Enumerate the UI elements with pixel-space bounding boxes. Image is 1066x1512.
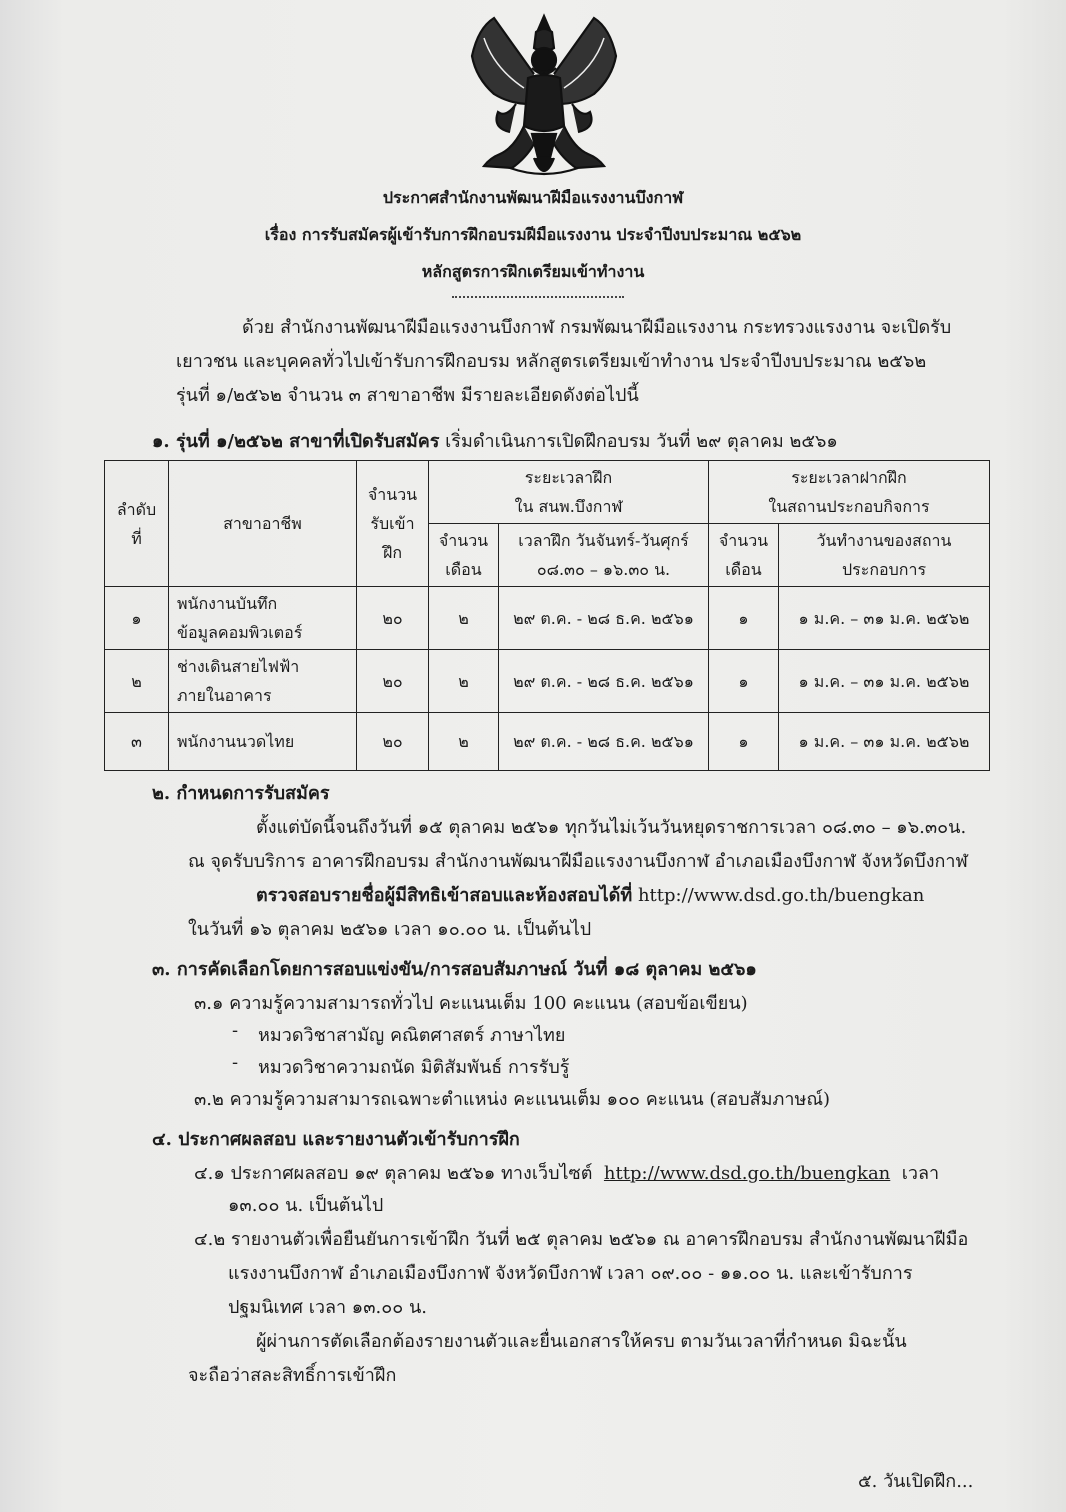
section2-check-label: ตรวจสอบรายชื่อผู้มีสิทธิเข้าสอบและห้องสอบได้ที่ [256, 885, 633, 906]
header-train-time [499, 524, 709, 587]
section3-heading: ๓. การคัดเลือกโดยการสอบแข่งขัน/การสอบสัมภาษณ์ วันที่ ๑๘ ตุลาคม ๒๕๖๑ [152, 959, 757, 980]
results-website-link[interactable]: http://www.dsd.go.th/buengkan [603, 1163, 891, 1184]
row-branch: พนักงานนวดไทย [169, 713, 357, 771]
garuda-emblem-icon [454, 8, 634, 194]
header-months-line2: เดือน [445, 560, 482, 579]
row-no: ๒ [105, 650, 169, 713]
row-intern-months: ๑ [709, 713, 779, 771]
header-count-line3: ฝึก [382, 543, 403, 562]
row-work-dates: ๑ ม.ค. – ๓๑ ม.ค. ๒๕๖๒ [779, 650, 990, 713]
row-months: ๒ [429, 587, 499, 650]
header-work-line1: วันทำงานของสถาน [816, 531, 952, 550]
section4-item1-text: ๔.๑ ประกาศผลสอบ ๑๙ ตุลาคม ๒๕๖๑ ทางเว็บไซต์ [194, 1163, 593, 1184]
section4-item-1 [194, 1158, 939, 1187]
header-workdays [779, 524, 990, 587]
row-branch-line1: ช่างเดินสายไฟฟ้า [177, 657, 300, 676]
header-imonths-line1: จำนวน [718, 531, 769, 550]
section3-sub-2: หมวดวิชาความถนัด มิติสัมพันธ์ การรับรู้ [258, 1057, 570, 1078]
row-count: ๒๐ [357, 650, 429, 713]
header-training-period [429, 461, 709, 524]
section3-dash-2: - [232, 1052, 239, 1073]
header-no-line1: ลำดับ [116, 499, 157, 519]
header-internship-period [709, 461, 990, 524]
announcement-course: หลักสูตรการฝึกเตรียมเข้าทำงาน [421, 262, 645, 281]
header-training-line1: ระยะเวลาฝึก [524, 468, 613, 487]
course-table [104, 460, 990, 771]
row-branch-line1: พนักงานบันทึก [177, 594, 278, 613]
section4-note-1: ผู้ผ่านการตัดเลือกต้องรายงานตัวและยื่นเอกสารให้ครบ ตามวันเวลาที่กำหนด มิฉะนั้น [256, 1331, 907, 1352]
table-row [105, 650, 990, 713]
section2-line-1: ตั้งแต่บัดนี้จนถึงวันที่ ๑๕ ตุลาคม ๒๕๖๑ ทุกวันไม่เว้นวันหยุดราชการเวลา ๐๘.๓๐ – ๑๖.๓๐น. [256, 817, 967, 838]
row-count: ๒๐ [357, 713, 429, 771]
page-continuation: ๕. วันเปิดฝึก... [858, 1471, 974, 1492]
header-no-line2: ที่ [131, 528, 142, 548]
header-time-line1: เวลาฝึก วันจันทร์-วันศุกร์ [518, 531, 689, 550]
section4-item-2-cont1: แรงงานบึงกาฬ อำเภอเมืองบึงกาฬ จังหวัดบึงกาฬ เวลา ๐๙.๐๐ - ๑๑.๐๐ น. และเข้ารับการ [228, 1263, 913, 1284]
header-time-line2: ๐๘.๓๐ – ๑๖.๓๐ น. [536, 560, 671, 579]
section3-item-2: ๓.๒ ความรู้ความสามารถเฉพาะตำแหน่ง คะแนนเต็ม ๑๐๐ คะแนน (สอบสัมภาษณ์) [194, 1089, 831, 1110]
section4-item-1-cont: ๑๓.๐๐ น. เป็นต้นไป [228, 1195, 384, 1216]
header-count-line2: รับเข้า [370, 514, 415, 533]
header-training-line2: ใน สนพ.บึงกาฬ [514, 497, 623, 516]
section1-heading-bold: ๑. รุ่นที่ ๑/๒๕๖๒ สาขาที่เปิดรับสมัคร [152, 431, 440, 452]
row-no: ๓ [105, 713, 169, 771]
section3-item-1: ๓.๑ ความรู้ความสามารถทั่วไป คะแนนเต็ม 100 คะแนน (สอบข้อเขียน) [194, 993, 748, 1014]
section1-heading-rest: เริ่มดำเนินการเปิดฝึกอบรม วันที่ ๒๙ ตุลาคม ๒๕๖๑ [445, 431, 838, 452]
section3-sub-1: หมวดวิชาสามัญ คณิตศาสตร์ ภาษาไทย [258, 1025, 566, 1046]
header-no [105, 461, 169, 587]
intro-line-2: เยาวชน และบุคคลทั่วไปเข้ารับการฝึกอบรม หลักสูตรเตรียมเข้าทำงาน ประจำปีงบประมาณ ๒๕๖๒ [176, 351, 927, 372]
row-train-dates: ๒๙ ต.ค. - ๒๘ ธ.ค. ๒๕๖๑ [499, 587, 709, 650]
intro-line-3: รุ่นที่ ๑/๒๕๖๒ จำนวน ๓ สาขาอาชีพ มีรายละเอียดดังต่อไปนี้ [176, 385, 639, 406]
row-branch [169, 587, 357, 650]
section1-heading [152, 426, 838, 455]
row-work-dates: ๑ ม.ค. – ๓๑ ม.ค. ๒๕๖๒ [779, 587, 990, 650]
row-branch-line2: ข้อมูลคอมพิวเตอร์ [177, 623, 303, 642]
section4-note-2: จะถือว่าสละสิทธิ์การเข้าฝึก [188, 1365, 397, 1386]
row-train-dates: ๒๙ ต.ค. - ๒๘ ธ.ค. ๒๕๖๑ [499, 650, 709, 713]
header-internship-line2: ในสถานประกอบกิจการ [768, 497, 930, 516]
row-branch-line2: ภายในอาคาร [177, 686, 272, 705]
header-internship-line1: ระยะเวลาฝากฝึก [791, 468, 907, 487]
section2-line-3 [256, 880, 924, 909]
section3-dash-1: - [232, 1020, 239, 1041]
section4-item-2: ๔.๒ รายงานตัวเพื่อยืนยันการเข้าฝึก วันที่ ๒๕ ตุลาคม ๒๕๖๑ ณ อาคารฝึกอบรม สำนักงานพัฒนาฝีมือ [194, 1229, 969, 1250]
table-row [105, 713, 990, 771]
row-months: ๒ [429, 713, 499, 771]
header-count-line1: จำนวน [367, 485, 418, 504]
section2-check-url[interactable]: http://www.dsd.go.th/buengkan [637, 885, 925, 906]
section4-item-2-cont2: ปฐมนิเทศ เวลา ๑๓.๐๐ น. [228, 1297, 427, 1318]
section2-line-4: ในวันที่ ๑๖ ตุลาคม ๒๕๖๑ เวลา ๑๐.๐๐ น. เป็นต้นไป [188, 919, 592, 940]
section2-heading: ๒. กำหนดการรับสมัคร [152, 783, 330, 804]
row-work-dates: ๑ ม.ค. – ๓๑ ม.ค. ๒๕๖๒ [779, 713, 990, 771]
row-count: ๒๐ [357, 587, 429, 650]
section2-line-2: ณ จุดรับบริการ อาคารฝึกอบรม สำนักงานพัฒนาฝีมือแรงงานบึงกาฬ อำเภอเมืองบึงกาฬ จังหวัดบึงกาฬ [188, 851, 968, 872]
intro-line-1: ด้วย สำนักงานพัฒนาฝีมือแรงงานบึงกาฬ กรมพัฒนาฝีมือแรงงาน กระทรวงแรงงาน จะเปิดรับ [242, 317, 952, 338]
title-divider [452, 296, 624, 298]
announcement-subject: เรื่อง การรับสมัครผู้เข้ารับการฝึกอบรมฝีมือแรงงาน ประจำปีงบประมาณ ๒๕๖๒ [264, 225, 802, 244]
row-branch [169, 650, 357, 713]
header-months [429, 524, 499, 587]
header-branch: สาขาอาชีพ [169, 461, 357, 587]
header-imonths-line2: เดือน [725, 560, 762, 579]
row-intern-months: ๑ [709, 650, 779, 713]
header-work-line2: ประกอบการ [841, 560, 927, 579]
row-months: ๒ [429, 650, 499, 713]
row-intern-months: ๑ [709, 587, 779, 650]
table-header-row [105, 461, 990, 524]
header-count [357, 461, 429, 587]
section4-heading: ๔. ประกาศผลสอบ และรายงานตัวเข้ารับการฝึก [152, 1129, 520, 1150]
row-no: ๑ [105, 587, 169, 650]
table-row [105, 587, 990, 650]
row-train-dates: ๒๙ ต.ค. - ๒๘ ธ.ค. ๒๕๖๑ [499, 713, 709, 771]
header-months-line1: จำนวน [438, 531, 489, 550]
announcement-title: ประกาศสำนักงานพัฒนาฝีมือแรงงานบึงกาฬ [382, 188, 684, 207]
header-intern-months [709, 524, 779, 587]
section4-item1-time-label: เวลา [901, 1163, 940, 1184]
